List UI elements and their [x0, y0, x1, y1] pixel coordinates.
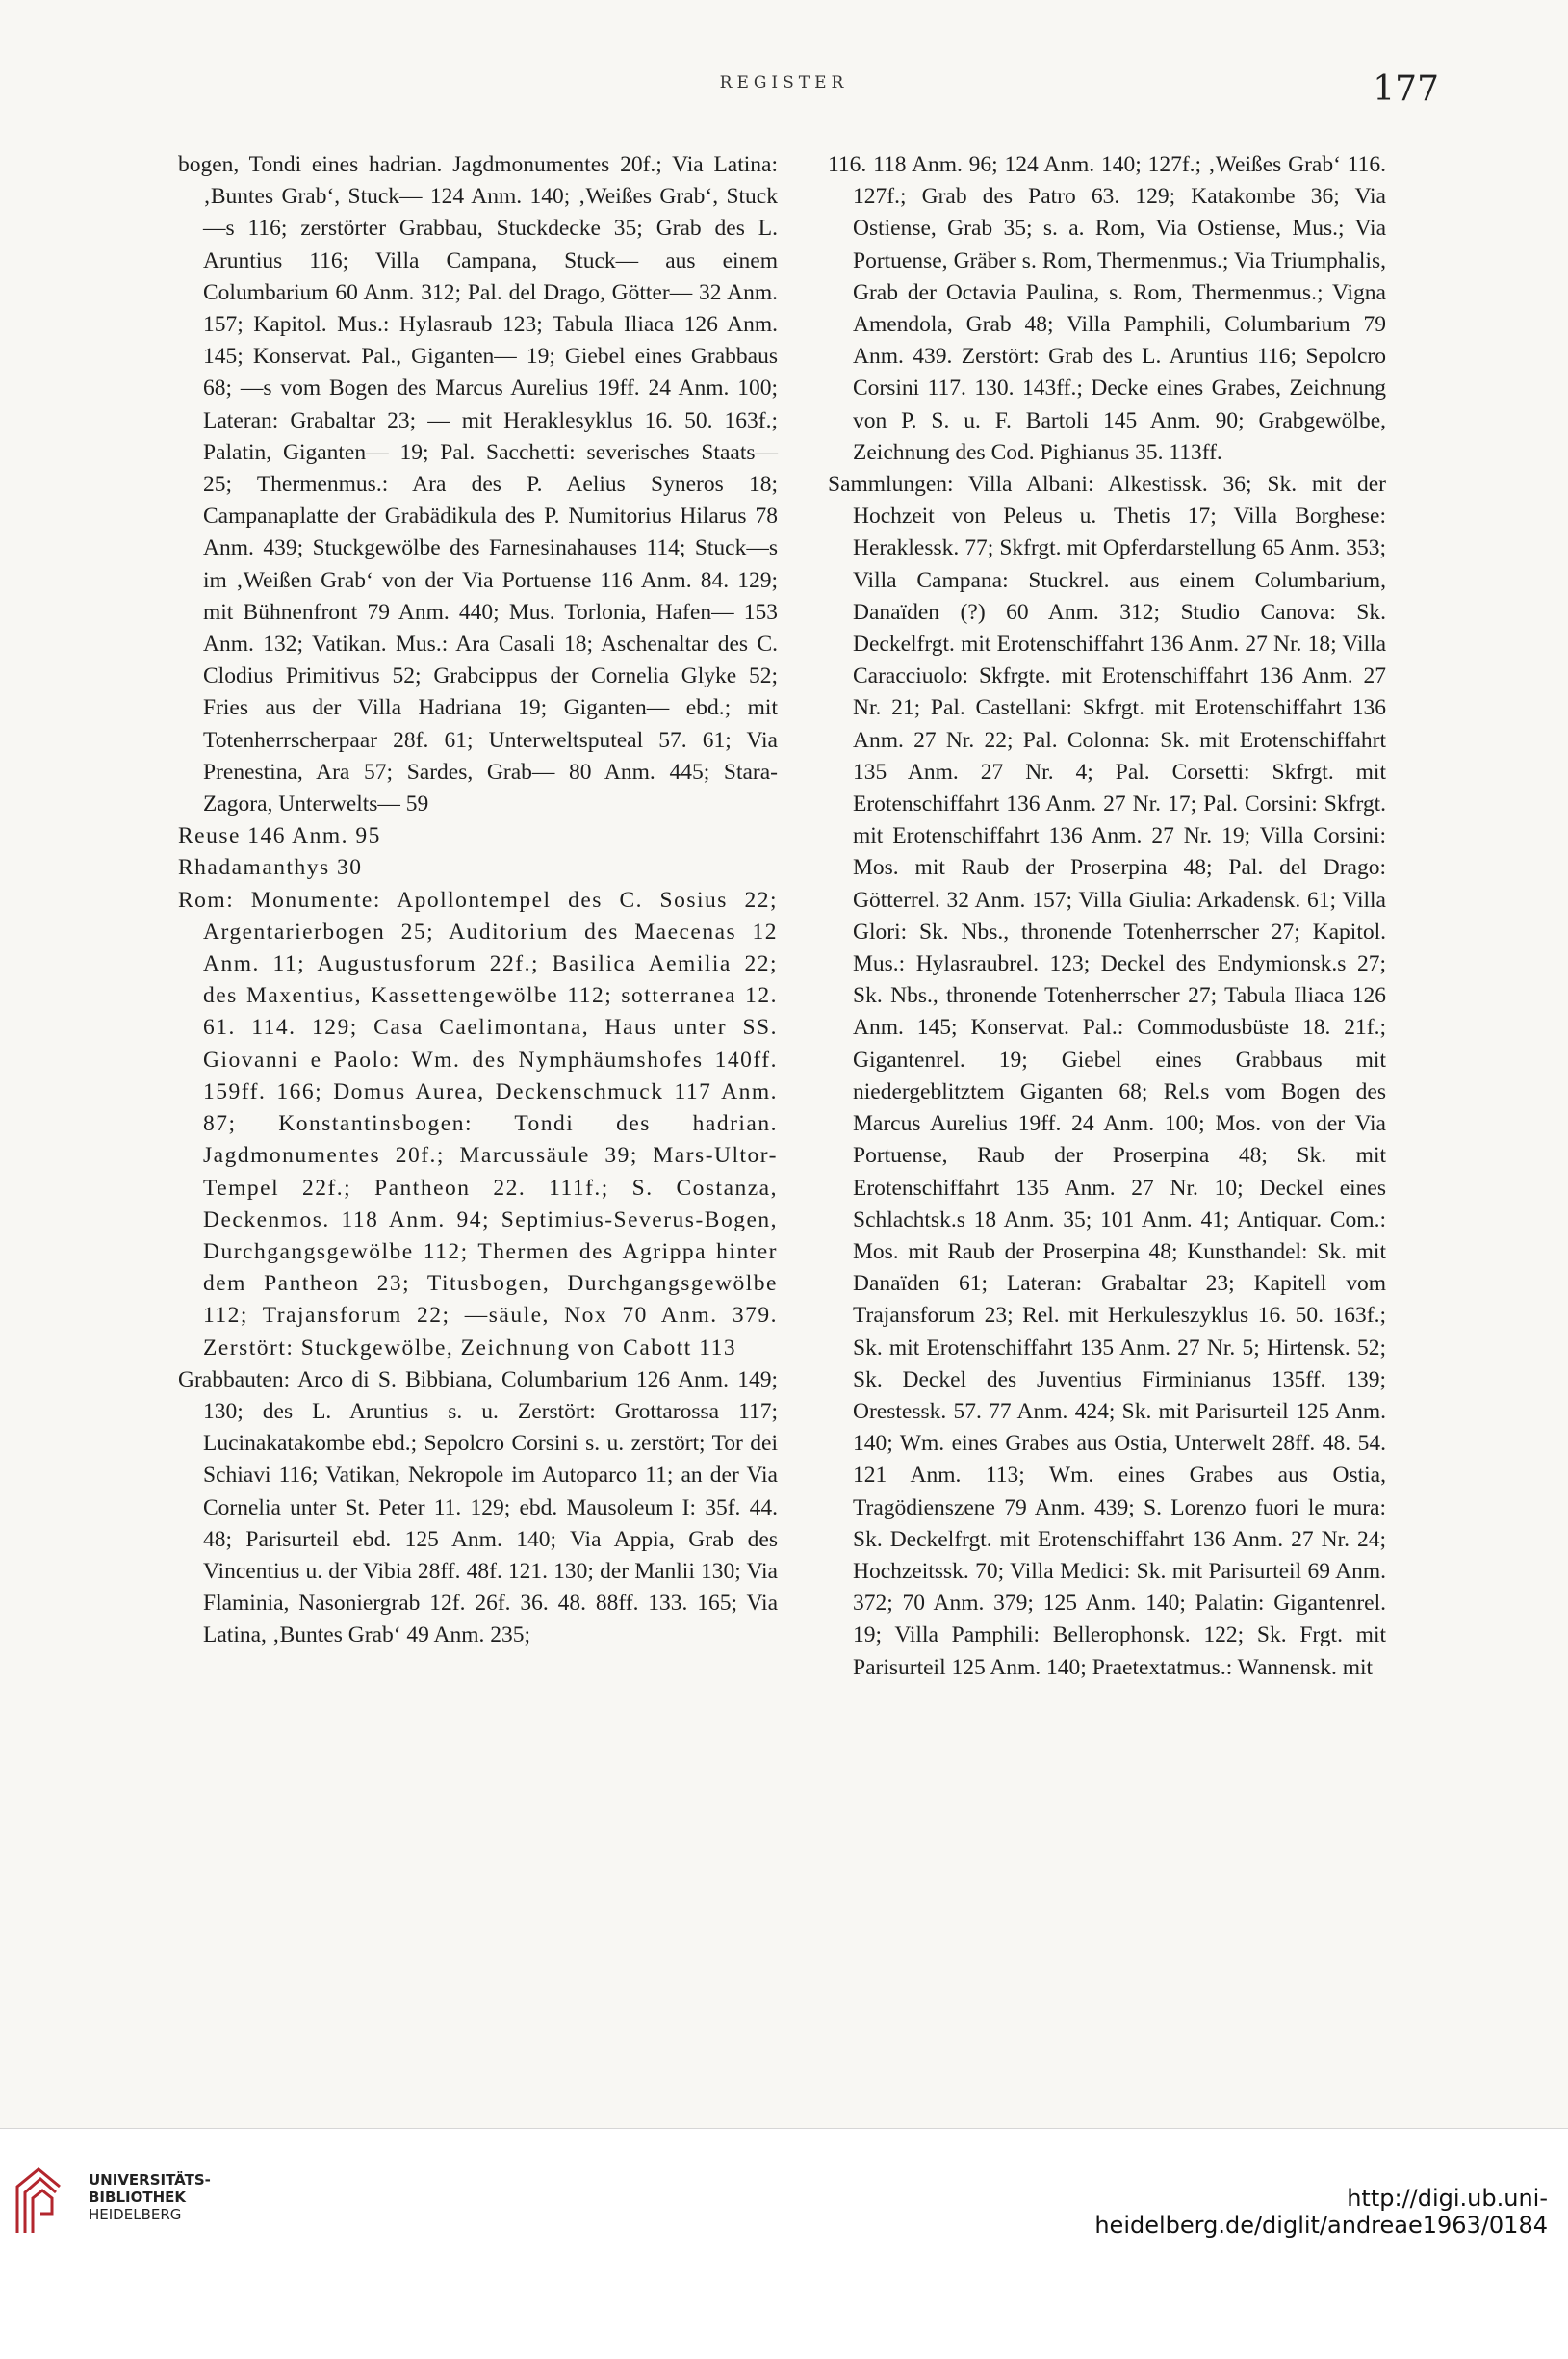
page-number: 177 [1373, 69, 1439, 109]
index-entry: Grabbauten: Arco di S. Bibbiana, Columbarium 126 Anm. 149; 130; des L. Aruntius s. u. Zerstört: Grottarossa 117; Lucinakatakombe ebd.; Sepolcro Corsini s. u. zerstört; Tor dei Schiavi 116; Vatikan, Nekropole im Autoparco 11; an der Via Cornelia unter St. Peter 11. 129; ebd. Mausoleum I: 35f. 44. 48; Parisurteil ebd. 125 Anm. 140; Via Appia, Grab des Vincentius u. der Vibia 28ff. 48f. 121. 130; der Manlii 130; Via Flaminia, Nasoniergrab 12f. 26f. 36. 48. 88ff. 133. 165; Via Latina, ‚Buntes Grab‘ 49 Anm. 235; [178, 1366, 778, 1648]
logo-line: UNIVERSITÄTS- [89, 2171, 211, 2189]
index-entry: bogen, Tondi eines hadrian. Jagdmonumentes 20f.; Via Latina: ‚Buntes Grab‘, Stuck— 124 Anm. 140; ‚Weißes Grab‘, Stuck—s 116; zerstörter Grabbau, Stuckdecke 35; Grab des L. Aruntius 116; Villa Campana, Stuck— aus einem Columbarium 60 Anm. 312; Pal. del Drago, Götter— 32 Anm. 157; Kapitol. Mus.: Hylasraub 123; Tabula Iliaca 126 Anm. 145; Konservat. Pal., Giganten— 19; Giebel eines Grabbaus 68; —s vom Bogen des Marcus Aurelius 19ff. 24 Anm. 100; Lateran: Grabaltar 23; — mit Heraklesyklus 16. 50. 163f.; Palatin, Giganten— 19; Pal. Sacchetti: severisches Staats— 25; Thermenmus.: Ara des P. Aelius Syneros 18; Campanaplatte der Grabädikula des P. Numitorius Hilarus 78 Anm. 439; Stuckgewölbe des Farnesinahauses 114; Stuck—s im ‚Weißen Grab‘ von der Via Portuense 116 Anm. 84. 129; mit Bühnenfront 79 Anm. 440; Mus. Torlonia, Hafen— 153 Anm. 132; Vatikan. Mus.: Ara Casali 18; Aschenaltar des C. Clodius Primitivus 52; Grabcippus der Cornelia Glyke 52; Fries aus der Villa Hadriana 19; Giganten— ebd.; mit Totenherrscherpaar 28f. 61; Unterweltsputeal 57. 61; Via Prenestina, Ara 57; Sardes, Grab— 80 Anm. 445; Stara-Zagora, Unterwelts— 59 [178, 152, 778, 817]
left-column [178, 149, 778, 1652]
running-head: REGISTER [719, 73, 849, 92]
index-entry: Sammlungen: Villa Albani: Alkestissk. 36; Sk. mit der Hochzeit von Peleus u. Thetis 17; Villa Borghese: Heraklessk. 77; Skfrgt. mit Opferdarstellung 65 Anm. 353; Villa Campana: Stuckrel. aus einem Columbarium, Danaïden (?) 60 Anm. 312; Studio Canova: Sk. Deckelfrgt. mit Erotenschiffahrt 136 Anm. 27 Nr. 18; Villa Caracciuolo: Skfrgte. mit Erotenschiffahrt 136 Anm. 27 Nr. 21; Pal. Castellani: Skfrgt. mit Erotenschiffahrt 136 Anm. 27 Nr. 22; Pal. Colonna: Sk. mit Erotenschiffahrt 135 Anm. 27 Nr. 4; Pal. Corsetti: Skfrgt. mit Erotenschiffahrt 136 Anm. 27 Nr. 17; Pal. Corsini: Skfrgt. mit Erotenschiffahrt 136 Anm. 27 Nr. 19; Villa Corsini: Mos. mit Raub der Proserpina 48; Pal. del Drago: Götterrel. 32 Anm. 157; Villa Giulia: Arkadensk. 61; Villa Glori: Sk. Nbs., thronende Totenherrscher 27; Kapitol. Mus.: Hylasraubrel. 123; Deckel des Endymionsk.s 27; Sk. Nbs., thronende Totenherrscher 27; Tabula Iliaca 126 Anm. 145; Konservat. Pal.: Commodusbüste 18. 21f.; Gigantenrel. 19; Giebel eines Grabbaus mit niedergeblitztem Giganten 68; Rel.s vom Bogen des Marcus Aurelius 19ff. 24 Anm. 100; Mos. von der Via Portuense, Raub der Proserpina 48; Sk. mit Erotenschiffahrt 135 Anm. 27 Nr. 10; Deckel eines Schlachtsk.s 18 Anm. 35; 101 Anm. 41; Antiquar. Com.: Mos. mit Raub der Proserpina 48; Kunsthandel: Sk. mit Danaïden 61; Lateran: Grabaltar 23; Kapitell vom Trajansforum 23; Rel. mit Herkuleszyklus 16. 50. 163f.; Sk. mit Erotenschiffahrt 135 Anm. 27 Nr. 5; Hirtensk. 52; Sk. Deckel des Juventius Firminianus 135ff. 139; Orestessk. 57. 77 Anm. 424; Sk. mit Parisurteil 125 Anm. 140; Wm. eines Grabes aus Ostia, Unterwelt 28ff. 48. 54. 121 Anm. 113; Wm. eines Grabes aus Ostia, Tragödienszene 79 Anm. 439; S. Lorenzo fuori le mura: Sk. Deckelfrgt. mit Erotenschiffahrt 136 Anm. 27 Nr. 24; Hochzeitssk. 70; Villa Medici: Sk. mit Parisurteil 69 Anm. 372; 70 Anm. 379; 125 Anm. 140; Palatin: Gigantenrel. 19; Villa Pamphili: Bellerophonsk. 122; Sk. Frgt. mit Parisurteil 125 Anm. 140; Praetextatmus.: Wannensk. mit [828, 472, 1386, 1680]
right-column [828, 149, 1386, 1684]
footer-bar [0, 2128, 1568, 2359]
index-entry: Rhadamanthys 30 [178, 855, 363, 881]
library-logo-text [89, 2171, 211, 2223]
library-logo-icon [12, 2165, 65, 2235]
index-entry: Reuse 146 Anm. 95 [178, 823, 381, 849]
logo-line: HEIDELBERG [89, 2206, 182, 2223]
logo-line: BIBLIOTHEK [89, 2189, 186, 2206]
index-entry: 116. 118 Anm. 96; 124 Anm. 140; 127f.; ‚Weißes Grab‘ 116. 127f.; Grab des Patro 63. 129; Katakombe 36; Via Ostiense, Grab 35; s. a. Rom, Via Ostiense, Mus.; Via Portuense, Gräber s. Rom, Thermenmus.; Via Triumphalis, Grab der Octavia Paulina, s. Rom, Thermenmus.; Vigna Amendola, Grab 48; Villa Pamphili, Columbarium 79 Anm. 439. Zerstört: Grab des L. Aruntius 116; Sepolcro Corsini 117. 130. 143ff.; Decke eines Grabes, Zeichnung von P. S. u. F. Bartoli 145 Anm. 90; Grabgewölbe, Zeichnung des Cod. Pighianus 35. 113ff. [828, 152, 1386, 465]
index-entry: Rom: Monumente: Apollontempel des C. Sosius 22; Argentarierbogen 25; Auditorium des Maecenas 12 Anm. 11; Augustusforum 22f.; Basilica Aemilia 22; des Maxentius, Kassettengewölbe 112; sotterranea 12. 61. 114. 129; Casa Caelimontana, Haus unter SS. Giovanni e Paolo: Wm. des Nymphäumshofes 140ff. 159ff. 166; Domus Aurea, Deckenschmuck 117 Anm. 87; Konstantinsbogen: Tondi des hadrian. Jagdmonumentes 20f.; Marcussäule 39; Mars-Ultor-Tempel 22f.; Pantheon 22. 111f.; S. Costanza, Deckenmos. 118 Anm. 94; Septimius-Severus-Bogen, Durchgangsgewölbe 112; Thermen des Agrippa hinter dem Pantheon 23; Titusbogen, Durchgangsgewölbe 112; Trajansforum 22; —säule, Nox 70 Anm. 379. Zerstört: Stuckgewölbe, Zeichnung von Cabott 113 [178, 887, 778, 1361]
source-url[interactable]: http://digi.ub.uni-heidelberg.de/diglit/andreae1963/0184 [1094, 2185, 1548, 2239]
